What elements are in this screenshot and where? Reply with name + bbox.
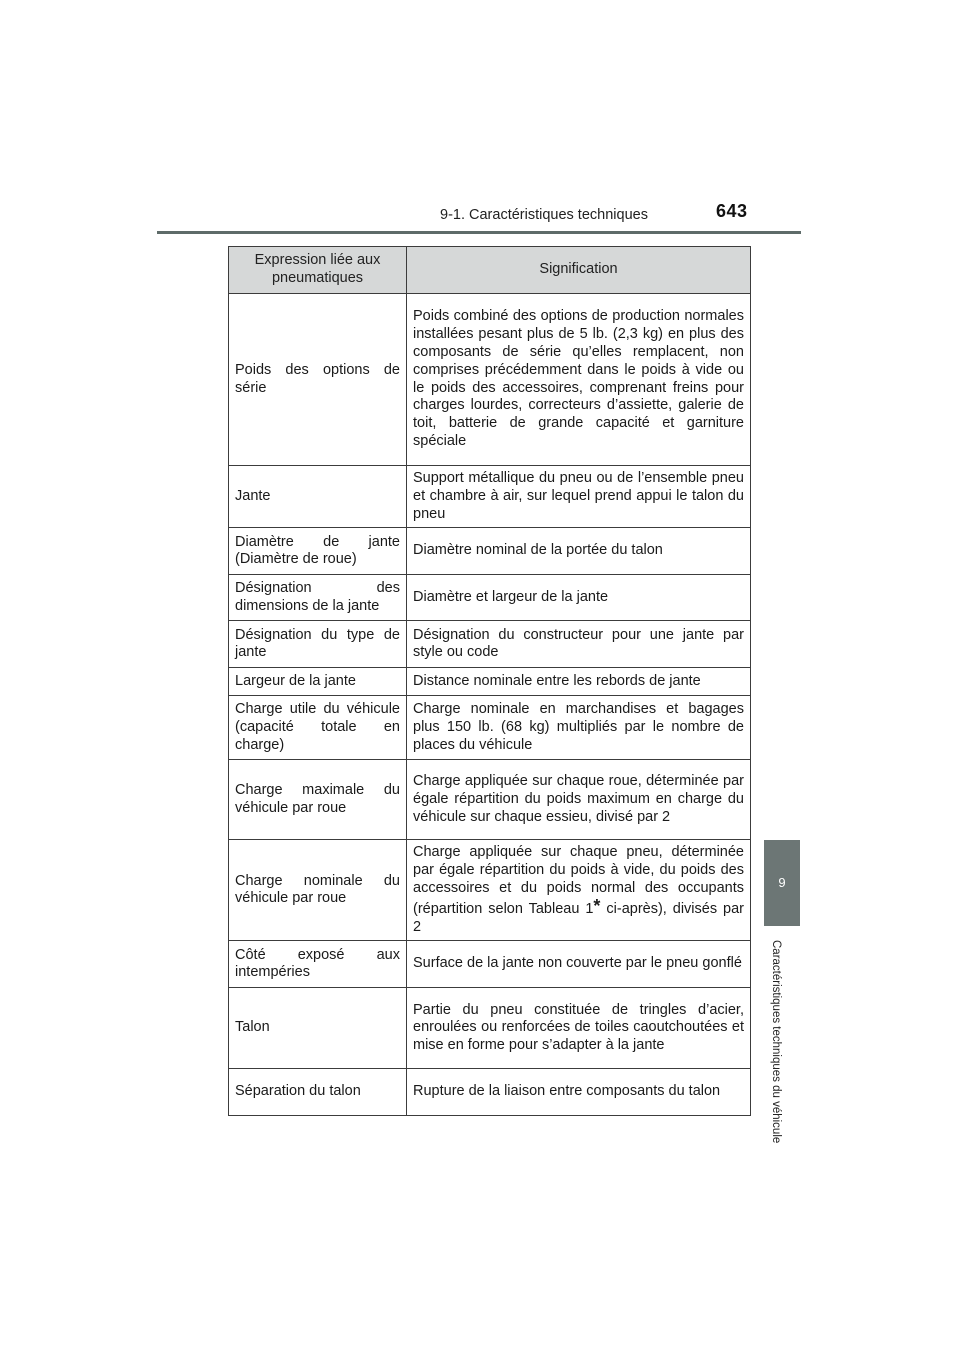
- table-row: [229, 621, 751, 668]
- page-number: 643: [716, 201, 748, 221]
- term-cell: Séparation du talon: [229, 1069, 407, 1116]
- table-row: [229, 528, 751, 575]
- table-row: [229, 668, 751, 696]
- header-divider: [157, 231, 801, 234]
- meaning-cell: Charge appliquée sur chaque roue, déterminée par égale répartition du poids maximum en charge du véhicule sur chaque essieu, divisé par 2: [407, 760, 751, 840]
- meaning-cell: Charge nominale en marchandises et bagages plus 150 lb. (68 kg) multipliés par le nombre de places du véhicule: [407, 696, 751, 760]
- chapter-tab: 9: [764, 840, 800, 926]
- meaning-cell: Distance nominale entre les rebords de jante: [407, 668, 751, 696]
- term-cell: Désignation du type de jante: [229, 621, 407, 668]
- footnote-asterisk: *: [593, 895, 601, 916]
- meaning-cell: Partie du pneu constituée de tringles d’acier, enroulées ou renforcées de toiles caoutchoutées et mise en forme pour s’adapter à la jante: [407, 988, 751, 1069]
- table-header-row: [229, 247, 751, 294]
- term-cell: Charge nominale du véhicule par roue: [229, 840, 407, 941]
- table-row: [229, 696, 751, 760]
- table-row: [229, 840, 751, 941]
- table-row: [229, 760, 751, 840]
- term-cell: Talon: [229, 988, 407, 1069]
- term-cell: Jante: [229, 466, 407, 528]
- meaning-cell: Support métallique du pneu ou de l’ensemble pneu et chambre à air, sur lequel prend appui le talon du pneu: [407, 466, 751, 528]
- term-cell: Diamètre de jante (Diamètre de roue): [229, 528, 407, 575]
- term-cell: Côté exposé aux intempéries: [229, 941, 407, 988]
- section-title: 9-1. Caractéristiques techniques: [440, 207, 648, 223]
- table-row: [229, 941, 751, 988]
- meaning-cell: [407, 840, 751, 941]
- table-row: [229, 294, 751, 466]
- meaning-cell: Surface de la jante non couverte par le pneu gonflé: [407, 941, 751, 988]
- term-cell: Désignation des dimensions de la jante: [229, 575, 407, 621]
- column-header-meaning: Signification: [407, 247, 751, 294]
- tire-terms-table: [228, 246, 751, 1116]
- meaning-text-continued: ci-après), divisés par 2: [413, 900, 744, 935]
- meaning-cell: Diamètre et largeur de la jante: [407, 575, 751, 621]
- table-row: [229, 575, 751, 621]
- meaning-cell: Rupture de la liaison entre composants du talon: [407, 1069, 751, 1116]
- chapter-label: Caractéristiques techniques du véhicule: [770, 940, 782, 1144]
- table-row: [229, 988, 751, 1069]
- term-cell: Poids des options de série: [229, 294, 407, 466]
- term-cell: Charge utile du véhicule (capacité totale en charge): [229, 696, 407, 760]
- meaning-cell: Désignation du constructeur pour une jante par style ou code: [407, 621, 751, 668]
- table-row: [229, 1069, 751, 1116]
- term-cell: Largeur de la jante: [229, 668, 407, 696]
- term-cell: Charge maximale du véhicule par roue: [229, 760, 407, 840]
- meaning-text: Charge appliquée sur chaque pneu, déterminée par égale répartition du poids à vide, du poids des accessoires et du poids normal des occupants (répartition selon Tableau 1: [413, 844, 744, 917]
- table-row: [229, 466, 751, 528]
- meaning-cell: Diamètre nominal de la portée du talon: [407, 528, 751, 575]
- column-header-term: Expression liée aux pneumatiques: [229, 247, 407, 294]
- meaning-cell: Poids combiné des options de production normales installées pesant plus de 5 lb. (2,3 kg) en plus des composants de série qu’elles remplacent, non comprises précédemment dans le poids à vide ou le poids des accessoires, comprenant freins pour charges lourdes, correcteurs d’assiette, galerie de toit, batterie de grande capacité et garniture spéciale: [407, 294, 751, 466]
